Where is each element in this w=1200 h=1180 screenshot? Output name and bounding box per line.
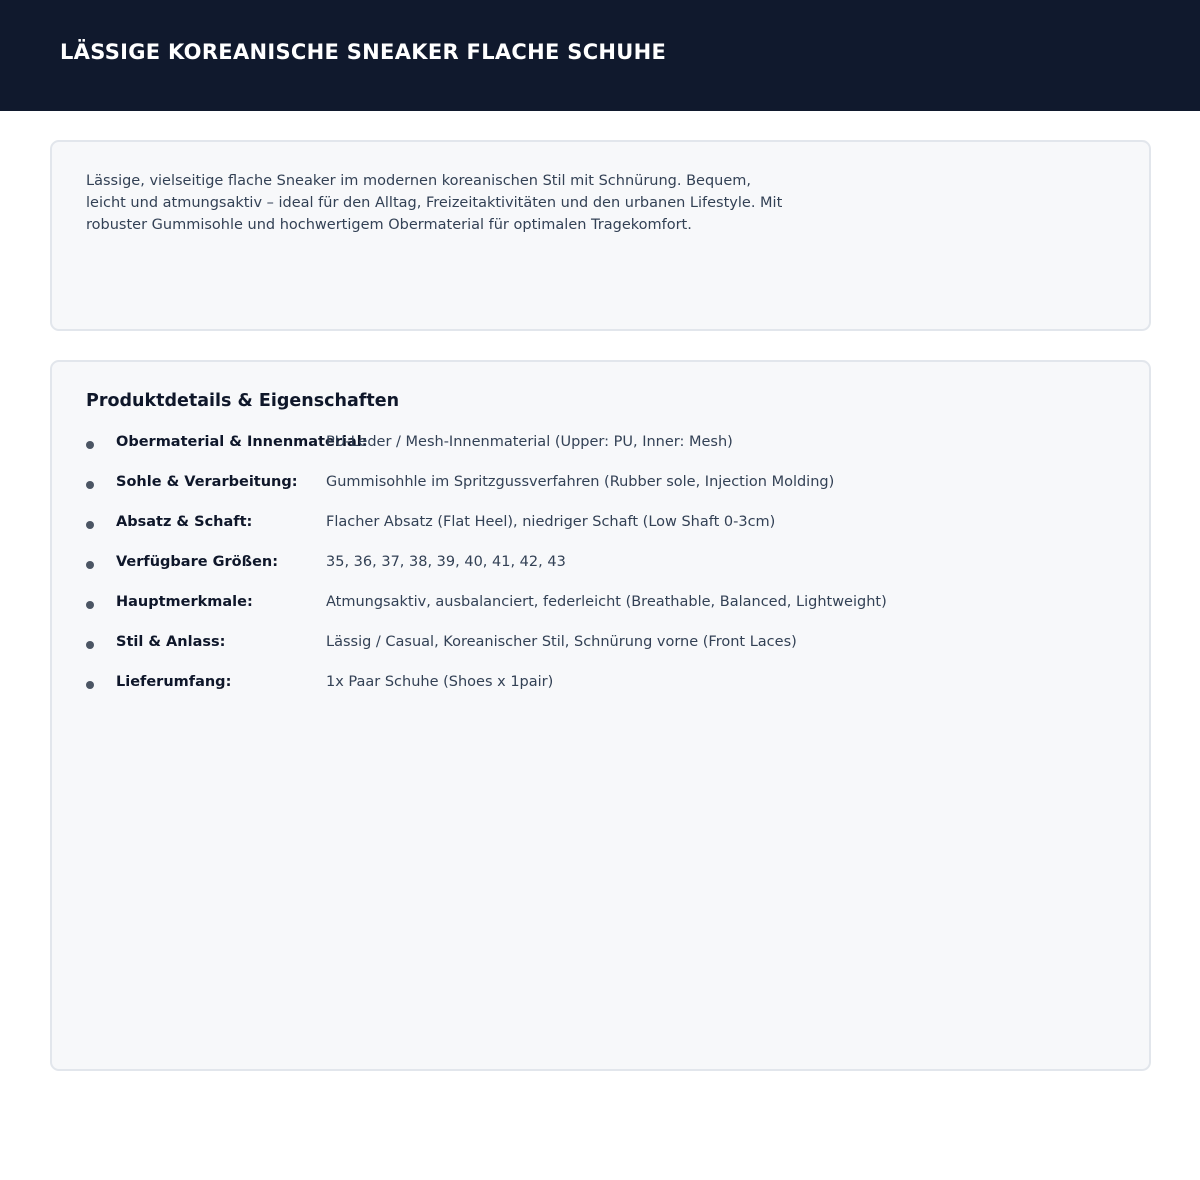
- detail-item: [86, 674, 1086, 714]
- detail-value: Lässig / Casual, Koreanischer Stil, Schnürung vorne (Front Laces): [326, 634, 797, 650]
- detail-value: PU-Leder / Mesh-Innenmaterial (Upper: PU, Inner: Mesh): [326, 434, 733, 450]
- detail-label: Sohle & Verarbeitung:: [116, 474, 298, 490]
- detail-value: Gummisohhle im Spritzgussverfahren (Rubber sole, Injection Molding): [326, 474, 835, 490]
- detail-value: Flacher Absatz (Flat Heel), niedriger Schaft (Low Shaft 0-3cm): [326, 514, 776, 530]
- page-header: [0, 0, 1200, 111]
- detail-label: Obermaterial & Innenmaterial:: [116, 434, 368, 450]
- page-title: LÄSSIGE KOREANISCHE SNEAKER FLACHE SCHUHE: [60, 39, 667, 64]
- detail-label: Hauptmerkmale:: [116, 594, 253, 610]
- details-list: [86, 434, 1086, 714]
- bullet-icon: [86, 481, 94, 489]
- detail-item: [86, 434, 1086, 474]
- bullet-icon: [86, 641, 94, 649]
- details-card: [50, 360, 1151, 1071]
- details-title: Produktdetails & Eigenschaften: [86, 391, 400, 411]
- bullet-icon: [86, 441, 94, 449]
- detail-value: 1x Paar Schuhe (Shoes x 1pair): [326, 674, 554, 690]
- bullet-icon: [86, 561, 94, 569]
- detail-value: 35, 36, 37, 38, 39, 40, 41, 42, 43: [326, 554, 566, 570]
- detail-label: Lieferumfang:: [116, 674, 232, 690]
- detail-label: Stil & Anlass:: [116, 634, 226, 650]
- detail-item: [86, 594, 1086, 634]
- detail-value: Atmungsaktiv, ausbalanciert, federleicht (Breathable, Balanced, Lightweight): [326, 594, 887, 610]
- bullet-icon: [86, 681, 94, 689]
- detail-label: Verfügbare Größen:: [116, 554, 279, 570]
- bullet-icon: [86, 521, 94, 529]
- description-card: [50, 140, 1151, 331]
- detail-item: [86, 514, 1086, 554]
- detail-item: [86, 634, 1086, 674]
- bullet-icon: [86, 601, 94, 609]
- product-description: Lässige, vielseitige flache Sneaker im modernen koreanischen Stil mit Schnürung. Bequem, leicht und atmungsaktiv – ideal für den Alltag, Freizeitaktivitäten und den urbanen Lifestyle. Mit robuster Gummisohle und hochwertigem Obermaterial für optimalen Tragekomfort.: [86, 173, 783, 233]
- detail-label: Absatz & Schaft:: [116, 514, 253, 530]
- detail-item: [86, 554, 1086, 594]
- detail-item: [86, 474, 1086, 514]
